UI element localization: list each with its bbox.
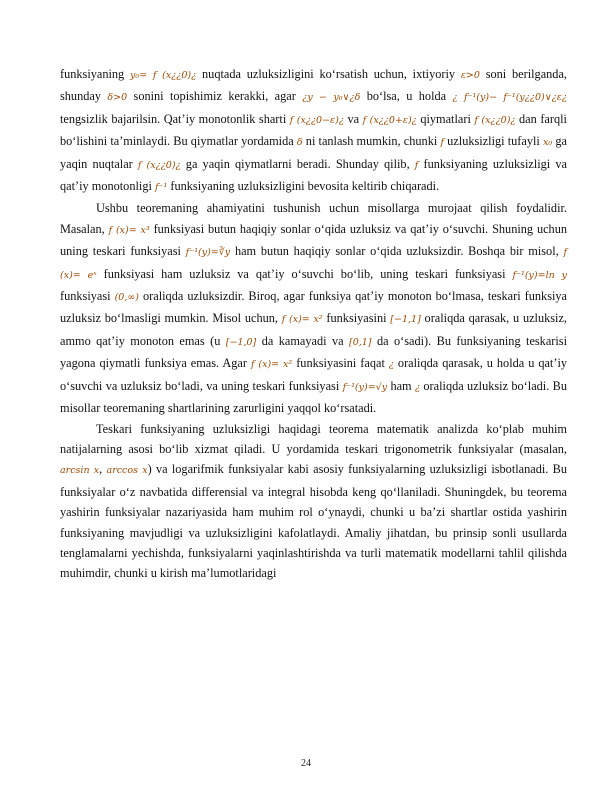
math-expression: f (x)= eˣ: [60, 247, 567, 281]
math-expression: [0,1]: [348, 336, 372, 348]
text-run: oraliqda qarasak, u holda u qat’iy o‘suvchi va uzluksiz bo‘ladi, va uning teskari funksiyasi: [60, 356, 568, 393]
text-run: funksiyasini faqat: [292, 356, 389, 371]
text-run: oraliqda uzluksizdir. Biroq, agar funksiya qat’iy monoton bo‘lmasa, teskari funksiya uzluksiz bo‘lmasligi mumkin. Misol uchun,: [60, 289, 567, 326]
text-run: nuqtada uzluksizligini ko‘rsatish uchun, ixtiyoriy: [196, 67, 461, 81]
text-run: Ushbu teoremaning ahamiyatini tushunish uchun misollarga murojaat qilish foydalidir. Masalan,: [60, 201, 567, 236]
math-expression: (0,∞): [114, 292, 139, 304]
text-run: funksiyasi: [60, 289, 115, 304]
text-run: ga yaqin nuqtalar: [60, 134, 567, 171]
text-run: ni tanlash mumkin, chunki: [302, 134, 441, 149]
text-run: funksiyasini: [322, 311, 391, 326]
math-expression: ¿ f⁻¹(y)− f⁻¹(y¿¿0)∨¿ε¿: [452, 92, 567, 104]
text-run: ham: [387, 378, 415, 393]
text-run: Teskari funksiyaning uzluksizligi haqidagi teorema matematik analizda ko‘plab muhim natijalarning asosi bo‘lib xizmat qiladi. U yordamida teskari trigonometrik funksiyalar (masalan,: [60, 421, 567, 456]
math-expression: δ>0: [107, 92, 128, 104]
text-run: oraliqda uzluksiz bo‘ladi. Bu misollar teoremaning shartlarining zarurligini yaqqol ko‘rsatadi.: [60, 378, 567, 416]
text-run: qiymatlari: [416, 111, 475, 126]
text-run: va: [343, 111, 363, 126]
text-run: dan farqli bo‘lishini ta’minlaydi. Bu qiymatlar yordamida: [60, 111, 567, 149]
paragraph: [60, 198, 567, 418]
text-run: funksiyaning uzluksizligi va qat’iy monotonligi: [60, 156, 567, 194]
math-expression: f⁻¹(y)=√y: [342, 381, 388, 393]
text-run: da kamayadi va: [256, 333, 349, 348]
math-expression: f (x¿¿0+ε)¿: [362, 114, 417, 126]
math-expression: ¿: [388, 359, 394, 371]
math-expression: f⁻¹(y)=ln y: [512, 269, 568, 281]
text-run: funksiyasi butun haqiqiy sonlar o‘qida uzluksiz va qat’iy o‘suvchi. Shuning uchun uning teskari funksiyasi: [60, 221, 567, 259]
math-expression: arcsin x: [60, 465, 100, 477]
math-expression: [−1,1]: [390, 314, 421, 326]
math-expression: x₀: [543, 137, 553, 149]
text-run: soni berilganda, shunday: [60, 67, 567, 104]
paragraph: [60, 419, 567, 584]
math-expression: [−1,0]: [225, 336, 257, 348]
text-run: ) va logarifmik funksiyalar kabi asosiy funksiyalarning uzluksizligi isbotlanadi. Bu funksiyalar o‘z navbatida differensial va integral hisobda keng qo‘llaniladi. Shuningdek, bu teorema yashirin funksiyalar nazariyasida ham muhim rol o‘ynaydi, chunki u ba’zi shartlar ostida yashirin funksiyaning mavjudligi va uzluksizligini kafolatlaydi. Amaliy jihatdan, bu prinsip sonli usullarda tenglamalarni yechishda, funksiyalarni yaqinlashtirishda va turli matematik modellarni tahlil qilishda muhimdir, chunki u kirish ma’lumotlaridagi: [60, 462, 567, 581]
math-expression: f: [414, 159, 419, 171]
text-run: funksiyaning uzluksizligini bevosita keltirib chiqaradi.: [167, 179, 440, 194]
text-run: bo‘lsa, u holda: [360, 89, 453, 104]
math-expression: ε>0: [460, 70, 480, 81]
text-run: funksiyaning: [60, 67, 131, 81]
math-expression: f (x)= x³: [108, 224, 150, 236]
math-expression: f (x)= x²: [250, 359, 293, 371]
math-expression: f: [440, 137, 444, 149]
math-expression: f⁻¹(y)=∛y: [185, 247, 231, 259]
text-run: sonini topishimiz kerakki, agar: [127, 89, 303, 104]
text-run: ham butun haqiqiy sonlar o‘qida uzluksizdir. Boshqa bir misol,: [230, 244, 564, 259]
text-run: ga yaqin qiymatlarni beradi. Shunday qilib,: [180, 156, 415, 171]
text-run: da o‘sadi). Bu funksiyaning teskarisi yagona qiymatli funksiya emas. Agar: [60, 333, 568, 371]
text-run: tengsizlik bajarilsin. Qat’iy monotonlik sharti: [60, 111, 290, 126]
math-expression: f (x)= x²: [281, 314, 323, 326]
text-run: ,: [99, 462, 107, 477]
text-run: oraliqda qarasak, u uzluksiz, ammo qat’iy monoton emas (u: [60, 311, 567, 348]
math-expression: ¿: [414, 381, 421, 393]
math-expression: arccos x: [106, 465, 148, 477]
math-expression: f (x¿¿0−ε)¿: [289, 114, 344, 126]
math-expression: f (x¿¿0)¿: [137, 159, 181, 171]
math-expression: f⁻¹: [154, 182, 168, 194]
math-expression: ¿y − y₀∨¿δ: [302, 92, 361, 104]
math-expression: y₀= f (x¿¿0)¿: [130, 70, 197, 81]
paragraph: [60, 64, 567, 198]
document-body: [60, 64, 567, 584]
text-run: funksiyasi ham uzluksiz va qat’iy o‘suvchi bo‘lib, uning teskari funksiyasi: [96, 266, 513, 281]
text-run: uzluksizligi tufayli: [443, 134, 544, 149]
math-expression: δ: [296, 137, 303, 149]
page-number: 24: [301, 758, 311, 769]
math-expression: f (x¿¿0)¿: [474, 114, 516, 126]
